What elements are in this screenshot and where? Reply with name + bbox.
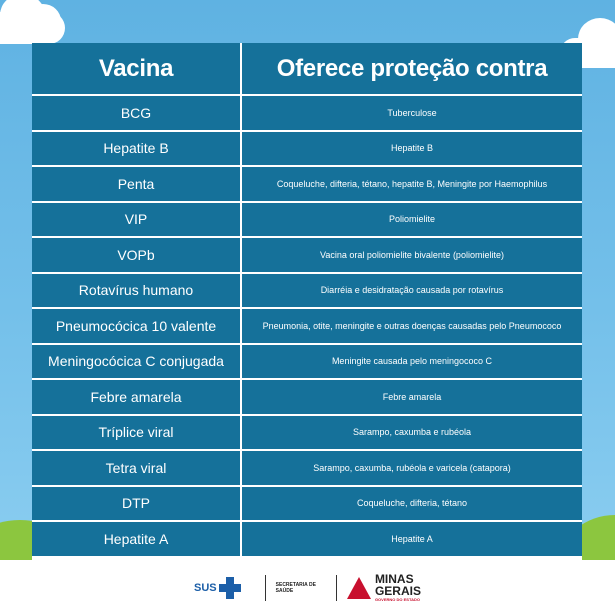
table-row [32, 167, 582, 201]
table-row [32, 309, 582, 343]
vaccine-name-cell: Penta [32, 167, 240, 201]
logo-divider [336, 575, 337, 601]
secretaria-line-2: SAÚDE [275, 587, 294, 594]
minas-line-2: GERAIS [374, 584, 421, 598]
minas-line-1: MINAS [374, 572, 414, 586]
vaccine-name-cell: DTP [32, 487, 240, 521]
minas-subtitle: GOVERNO DO ESTADO [374, 597, 420, 602]
vaccine-name-cell: BCG [32, 96, 240, 130]
protection-cell: Sarampo, caxumba, rubéola e varicela (catapora) [242, 451, 582, 485]
table-row [32, 238, 582, 272]
protection-cell: Diarréia e desidratação causada por rotavírus [242, 274, 582, 308]
table-row [32, 345, 582, 379]
table-row [32, 274, 582, 308]
header-protection: Oferece proteção contra [242, 43, 582, 94]
protection-cell: Hepatite B [242, 132, 582, 166]
vaccine-name-cell: Febre amarela [32, 380, 240, 414]
vaccine-name-cell: Tríplice viral [32, 416, 240, 450]
sus-logo-text: SUS [194, 581, 217, 594]
table-row [32, 380, 582, 414]
vaccine-name-cell: Tetra viral [32, 451, 240, 485]
sus-cross-icon [219, 577, 241, 599]
secretaria-line-1: SECRETARIA DE [275, 581, 316, 588]
sus-logo [194, 577, 241, 599]
protection-cell: Coqueluche, difteria, tétano [242, 487, 582, 521]
secretaria-logo [276, 582, 316, 594]
protection-cell: Coqueluche, difteria, tétano, hepatite B, Meningite por Haemophilus [242, 167, 582, 201]
vaccine-name-cell: Hepatite A [32, 522, 240, 556]
vaccine-name-cell: Pneumocócica 10 valente [32, 309, 240, 343]
logo-divider [265, 575, 266, 601]
minas-gerais-logo [347, 573, 421, 602]
table-row [32, 203, 582, 237]
vaccine-name-cell: Rotavírus humano [32, 274, 240, 308]
protection-cell: Sarampo, caxumba e rubéola [242, 416, 582, 450]
table-row [32, 132, 582, 166]
protection-cell: Poliomielite [242, 203, 582, 237]
protection-cell: Hepatite A [242, 522, 582, 556]
table-row [32, 416, 582, 450]
vaccine-table [32, 43, 582, 560]
minas-triangle-icon [347, 577, 371, 599]
protection-cell: Febre amarela [242, 380, 582, 414]
table-header-row [32, 43, 582, 94]
vaccine-name-cell: VIP [32, 203, 240, 237]
vaccine-name-cell: VOPb [32, 238, 240, 272]
vaccine-name-cell: Meningocócica C conjugada [32, 345, 240, 379]
cloud-left [0, 12, 65, 44]
vaccine-name-cell: Hepatite B [32, 132, 240, 166]
table-row [32, 96, 582, 130]
table-row [32, 522, 582, 556]
table-row [32, 451, 582, 485]
table-row [32, 487, 582, 521]
protection-cell: Vacina oral poliomielite bivalente (poliomielite) [242, 238, 582, 272]
protection-cell: Meningite causada pelo meningococo C [242, 345, 582, 379]
header-vaccine: Vacina [32, 43, 240, 94]
protection-cell: Tuberculose [242, 96, 582, 130]
footer-logos [0, 560, 615, 615]
protection-cell: Pneumonia, otite, meningite e outras doenças causadas pelo Pneumococo [242, 309, 582, 343]
